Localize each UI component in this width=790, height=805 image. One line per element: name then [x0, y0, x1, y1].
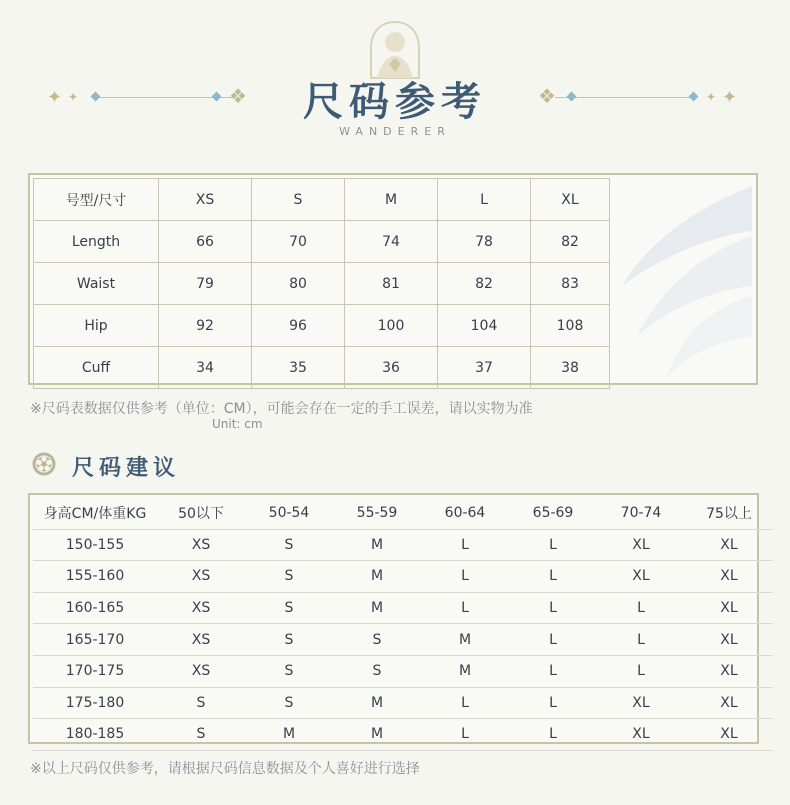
recommend-cell: L [597, 592, 685, 624]
recommend-cell: L [509, 719, 597, 751]
size-cell: 80 [252, 263, 345, 305]
recommend-note: ※以上尺码仅供参考，请根据尺码信息数据及个人喜好进行选择 [30, 761, 420, 777]
recommend-header-cell: 50-54 [245, 498, 333, 529]
size-cell: 96 [252, 305, 345, 347]
size-table-note: ※尺码表数据仅供参考（单位：CM），可能会存在一定的手工误差，请以实物为准 [30, 401, 533, 417]
size-cell: 36 [345, 347, 438, 389]
recommend-cell: M [333, 529, 421, 561]
recommend-cell: S [157, 719, 245, 751]
recommend-cell: S [245, 592, 333, 624]
recommend-cell: L [421, 592, 509, 624]
diamond-right-icon [689, 92, 699, 102]
flower-badge-icon [32, 452, 56, 476]
table-row [33, 624, 773, 656]
size-cell: 38 [531, 347, 610, 389]
size-cell: 78 [438, 221, 531, 263]
recommend-cell: L [597, 655, 685, 687]
recommend-cell: L [509, 624, 597, 656]
size-header-cell: XL [531, 179, 610, 221]
recommend-cell: XL [685, 624, 773, 656]
size-header-cell: S [252, 179, 345, 221]
sparkle-left-icon: ✦ [47, 87, 63, 108]
recommend-header-cell: 50以下 [157, 498, 245, 529]
recommend-cell: S [333, 655, 421, 687]
recommend-cell: S [157, 687, 245, 719]
recommend-cell: XS [157, 655, 245, 687]
size-header-cell: L [438, 179, 531, 221]
page-title: 尺码参考 [303, 78, 487, 125]
recommend-cell: S [333, 624, 421, 656]
size-cell: 35 [252, 347, 345, 389]
recommend-header-cell: 65-69 [509, 498, 597, 529]
recommend-table [33, 498, 773, 751]
recommend-cell: L [421, 561, 509, 593]
unit-label: Unit: cm [212, 417, 263, 431]
recommend-cell: M [421, 655, 509, 687]
recommend-cell: S [245, 655, 333, 687]
table-row [33, 655, 773, 687]
height-label: 170-175 [33, 655, 157, 687]
recommend-cell: M [333, 561, 421, 593]
recommend-cell: M [333, 687, 421, 719]
recommend-cell: XL [685, 655, 773, 687]
row-label: Waist [34, 263, 159, 305]
recommend-cell: M [245, 719, 333, 751]
table-row [33, 529, 773, 561]
recommend-cell: XL [685, 561, 773, 593]
size-cell: 70 [252, 221, 345, 263]
recommend-cell: S [245, 624, 333, 656]
diamond-right-inner-icon [567, 92, 577, 102]
recommend-header-cell: 70-74 [597, 498, 685, 529]
recommend-cell: M [421, 624, 509, 656]
recommend-cell: L [421, 687, 509, 719]
recommend-cell: XL [685, 687, 773, 719]
diamond-left-inner-icon [212, 92, 222, 102]
table-row [33, 592, 773, 624]
size-header-cell: M [345, 179, 438, 221]
recommend-cell: XL [597, 529, 685, 561]
size-cell: 37 [438, 347, 531, 389]
ornament-left-icon: ❖ [229, 84, 247, 108]
recommend-header-cell: 55-59 [333, 498, 421, 529]
recommend-cell: L [509, 687, 597, 719]
table-row [33, 561, 773, 593]
size-cell: 82 [531, 221, 610, 263]
recommend-cell: XL [685, 592, 773, 624]
size-cell: 83 [531, 263, 610, 305]
recommend-cell: L [421, 719, 509, 751]
recommend-cell: XS [157, 561, 245, 593]
size-cell: 74 [345, 221, 438, 263]
recommend-header-cell: 75以上 [685, 498, 773, 529]
table-row [34, 305, 610, 347]
size-cell: 104 [438, 305, 531, 347]
recommend-cell: L [509, 529, 597, 561]
recommend-cell: L [597, 624, 685, 656]
size-cell: 82 [438, 263, 531, 305]
table-row [34, 347, 610, 389]
height-label: 155-160 [33, 561, 157, 593]
size-table [33, 178, 610, 389]
size-table-header-row [34, 179, 610, 221]
recommend-cell: L [509, 561, 597, 593]
table-row [34, 221, 610, 263]
recommend-cell: XL [597, 561, 685, 593]
size-cell: 108 [531, 305, 610, 347]
recommend-header-row [33, 498, 773, 529]
size-header-cell: 号型/尺寸 [34, 179, 159, 221]
height-label: 180-185 [33, 719, 157, 751]
recommend-cell: L [509, 592, 597, 624]
recommend-cell: M [333, 719, 421, 751]
row-label: Cuff [34, 347, 159, 389]
size-cell: 92 [159, 305, 252, 347]
recommend-header-cell: 身高CM/体重KG [33, 498, 157, 529]
recommend-cell: XS [157, 529, 245, 561]
page-subtitle: WANDERER [339, 125, 451, 138]
recommend-header-cell: 60-64 [421, 498, 509, 529]
recommend-cell: XL [685, 719, 773, 751]
recommend-cell: XL [685, 529, 773, 561]
sparkle-left-small-icon: ✦ [68, 90, 79, 104]
size-cell: 79 [159, 263, 252, 305]
size-cell: 100 [345, 305, 438, 347]
row-label: Length [34, 221, 159, 263]
sparkle-right-small-icon: ✦ [706, 90, 717, 104]
recommend-cell: XS [157, 592, 245, 624]
recommend-cell: XS [157, 624, 245, 656]
recommend-cell: XL [597, 687, 685, 719]
section-title: 尺码建议 [72, 455, 181, 481]
height-label: 150-155 [33, 529, 157, 561]
diamond-left-icon [91, 92, 101, 102]
wing-decoration-icon [612, 176, 756, 382]
ornament-right-icon: ❖ [538, 84, 556, 108]
recommend-cell: L [509, 655, 597, 687]
height-label: 160-165 [33, 592, 157, 624]
size-header-cell: XS [159, 179, 252, 221]
height-label: 165-170 [33, 624, 157, 656]
recommend-cell: S [245, 529, 333, 561]
header-line-right [555, 97, 695, 98]
recommend-cell: L [421, 529, 509, 561]
recommend-cell: M [333, 592, 421, 624]
table-row [34, 263, 610, 305]
size-cell: 66 [159, 221, 252, 263]
sparkle-right-icon: ✦ [722, 87, 738, 108]
table-row [33, 687, 773, 719]
size-cell: 34 [159, 347, 252, 389]
recommend-cell: XL [597, 719, 685, 751]
row-label: Hip [34, 305, 159, 347]
table-row [33, 719, 773, 751]
height-label: 175-180 [33, 687, 157, 719]
recommend-cell: S [245, 561, 333, 593]
size-cell: 81 [345, 263, 438, 305]
recommend-cell: S [245, 687, 333, 719]
